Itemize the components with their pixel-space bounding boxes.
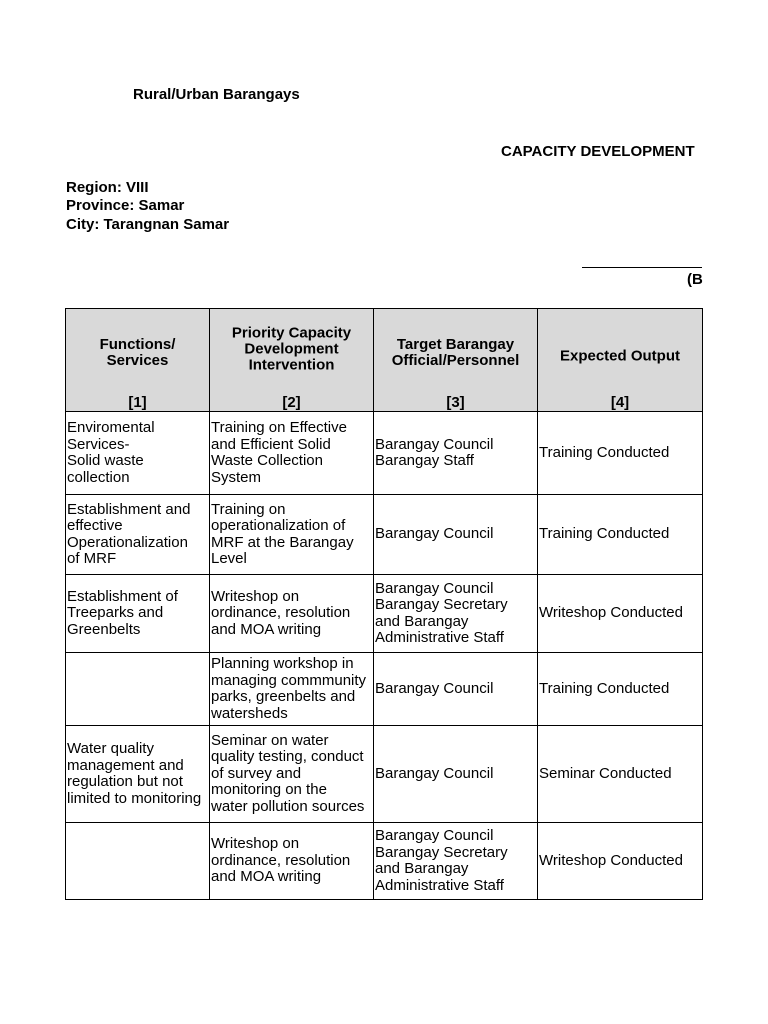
signature-line <box>582 267 702 268</box>
cell-target: Barangay Council <box>374 726 538 823</box>
table-row <box>66 412 703 495</box>
table-row <box>66 653 703 726</box>
cell-function: Water quality management and regulation but not limited to monitoring <box>66 726 210 823</box>
column-header-functions: Functions/ Services [1] <box>66 309 210 412</box>
cell-function: Enviromental Services- Solid waste collection <box>66 412 210 495</box>
cell-target: Barangay Council Barangay Secretary and Barangay Administrative Staff <box>374 823 538 900</box>
cell-function <box>66 653 210 726</box>
cell-output: Writeshop Conducted <box>538 575 703 653</box>
table-row <box>66 495 703 575</box>
column-header-target: Target Barangay Official/Personnel [3] <box>374 309 538 412</box>
table-row <box>66 575 703 653</box>
cell-intervention: Writeshop on ordinance, resolution and MOA writing <box>210 823 374 900</box>
cell-intervention: Planning workshop in managing commmunity parks, greenbelts and watersheds <box>210 653 374 726</box>
page-title: Rural/Urban Barangays <box>133 86 300 103</box>
capacity-development-table <box>65 308 703 900</box>
cell-target: Barangay Council Barangay Staff <box>374 412 538 495</box>
province-label: Province: Samar <box>66 197 185 214</box>
table-row <box>66 823 703 900</box>
cell-function: Establishment and effective Operationalization of MRF <box>66 495 210 575</box>
cell-target: Barangay Council Barangay Secretary and Barangay Administrative Staff <box>374 575 538 653</box>
cell-output: Writeshop Conducted <box>538 823 703 900</box>
cell-function: Establishment of Treeparks and Greenbelts <box>66 575 210 653</box>
cell-function <box>66 823 210 900</box>
cell-intervention: Writeshop on ordinance, resolution and MOA writing <box>210 575 374 653</box>
cell-intervention: Training on Effective and Efficient Solid Waste Collection System <box>210 412 374 495</box>
cell-intervention: Seminar on water quality testing, conduct of survey and monitoring on the water pollution sources <box>210 726 374 823</box>
cell-target: Barangay Council <box>374 495 538 575</box>
section-title: CAPACITY DEVELOPMENT <box>501 143 695 160</box>
cell-target: Barangay Council <box>374 653 538 726</box>
region-label: Region: VIII <box>66 179 149 196</box>
cell-intervention: Training on operationalization of MRF at the Barangay Level <box>210 495 374 575</box>
table-header-row <box>66 309 703 412</box>
cell-output: Training Conducted <box>538 653 703 726</box>
column-header-output: Expected Output [4] <box>538 309 703 412</box>
cell-output: Training Conducted <box>538 412 703 495</box>
cell-output: Training Conducted <box>538 495 703 575</box>
column-header-intervention: Priority Capacity Development Intervention [2] <box>210 309 374 412</box>
cell-output: Seminar Conducted <box>538 726 703 823</box>
truncated-label: (B <box>687 271 703 288</box>
city-label: City: Tarangnan Samar <box>66 216 230 233</box>
table-row <box>66 726 703 823</box>
